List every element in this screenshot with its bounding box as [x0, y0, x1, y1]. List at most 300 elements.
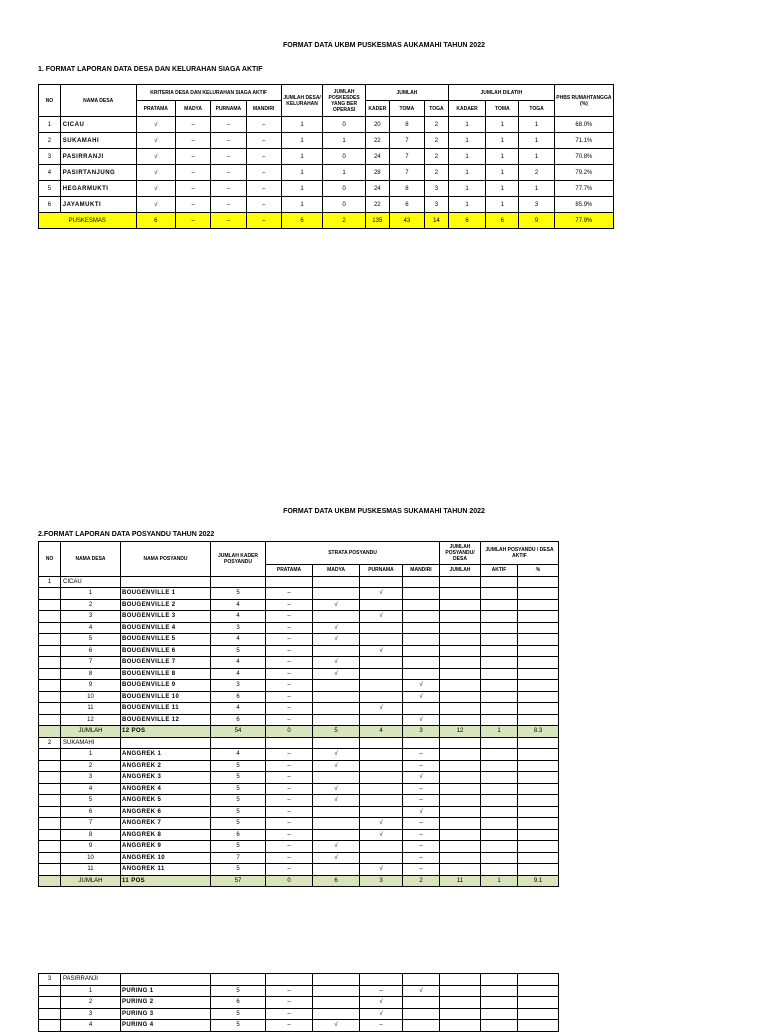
empty-cell: [481, 611, 518, 623]
total-row: [39, 726, 559, 738]
table-row: [39, 760, 559, 772]
table-cell: [403, 703, 440, 715]
table-cell: –: [246, 133, 281, 149]
header-pratama: PRATAMA: [136, 101, 175, 117]
table-cell: –: [266, 645, 313, 657]
empty-cell: [39, 829, 61, 841]
empty-cell: [481, 657, 518, 669]
empty-cell: [518, 795, 559, 807]
empty-cell: [440, 588, 481, 600]
table-cell: –: [266, 760, 313, 772]
table-cell: –: [403, 760, 440, 772]
empty-cell: [39, 599, 61, 611]
table-cell: –: [266, 588, 313, 600]
posyandu-table-continued: [38, 973, 559, 1032]
header-toga: TOGA: [425, 101, 449, 117]
table-cell: –: [246, 117, 281, 133]
empty-cell: [440, 691, 481, 703]
empty-cell: [121, 576, 211, 588]
empty-cell: [121, 737, 211, 749]
empty-cell: [518, 829, 559, 841]
posyandu-name: ANGGREK 11: [121, 864, 211, 876]
table-cell: –: [403, 795, 440, 807]
empty-cell: [481, 645, 518, 657]
header-purnama: PURNAMA: [211, 101, 246, 117]
table-cell: 2: [39, 133, 61, 149]
header-pratama: PRATAMA: [266, 565, 313, 577]
table-row: [39, 852, 559, 864]
table-cell: [313, 680, 360, 692]
table-cell: 6: [39, 197, 61, 213]
table-cell: [313, 985, 360, 997]
table-cell: 4: [211, 634, 266, 646]
empty-cell: [518, 985, 559, 997]
header-kadaer: KADAER: [448, 101, 485, 117]
table-cell: –: [266, 691, 313, 703]
posyandu-name: BOUGENVILLE 2: [121, 599, 211, 611]
table-cell: 4: [211, 657, 266, 669]
group-number: 2: [39, 737, 61, 749]
empty-cell: [440, 852, 481, 864]
header-strata: STRATA POSYANDU: [266, 542, 440, 565]
table-row: [39, 772, 559, 784]
table-row: [39, 197, 614, 213]
posyandu-name: ANGGREK 1: [121, 749, 211, 761]
empty-cell: [39, 611, 61, 623]
table-cell: 2: [425, 149, 449, 165]
table-cell: –: [246, 197, 281, 213]
empty-cell: [211, 974, 266, 986]
row-number: 1: [61, 588, 121, 600]
table-cell: 6: [211, 714, 266, 726]
total-pos: 12 POS: [121, 726, 211, 738]
header-persen: %: [518, 565, 559, 577]
total-cell: 0: [266, 875, 313, 887]
row-number: 1: [61, 749, 121, 761]
empty-cell: [440, 611, 481, 623]
table-cell: –: [211, 149, 246, 165]
empty-cell: [440, 864, 481, 876]
table-row: [39, 829, 559, 841]
table-cell: –: [211, 197, 246, 213]
group-desa: CICAU: [61, 576, 121, 588]
empty-cell: [39, 806, 61, 818]
table-row: [39, 841, 559, 853]
table-cell: –: [403, 864, 440, 876]
empty-cell: [39, 760, 61, 772]
table-cell: –: [360, 1020, 403, 1032]
table-row: [39, 645, 559, 657]
table-row: [39, 795, 559, 807]
table-cell: √: [403, 691, 440, 703]
table-cell: 1: [448, 181, 485, 197]
table-cell: –: [266, 997, 313, 1009]
table-cell: SUKAMAHI: [60, 133, 136, 149]
empty-cell: [518, 772, 559, 784]
empty-cell: [39, 749, 61, 761]
table-cell: [313, 772, 360, 784]
table-cell: –: [266, 703, 313, 715]
table-cell: –: [266, 806, 313, 818]
table-row: [39, 117, 614, 133]
group-number: 1: [39, 576, 61, 588]
header-nama-posyandu: NAMA POSYANDU: [121, 542, 211, 577]
table-cell: 22: [365, 197, 389, 213]
empty-cell: [518, 588, 559, 600]
empty-cell: [211, 576, 266, 588]
total-cell: 1: [481, 875, 518, 887]
table-cell: √: [360, 1008, 403, 1020]
table-row: [39, 181, 614, 197]
posyandu-name: PURING 4: [121, 1020, 211, 1032]
empty-cell: [481, 985, 518, 997]
empty-cell: [481, 806, 518, 818]
table-cell: 5: [211, 772, 266, 784]
table-cell: 5: [211, 760, 266, 772]
empty-cell: [481, 703, 518, 715]
table-cell: –: [403, 852, 440, 864]
table-cell: –: [246, 181, 281, 197]
empty-cell: [518, 841, 559, 853]
table-cell: [403, 611, 440, 623]
header-jumlah-desa: JUMLAH DESA/ KELURAHAN: [281, 85, 323, 117]
table-cell: –: [266, 772, 313, 784]
table-cell: √: [360, 703, 403, 715]
table-cell: 5: [211, 783, 266, 795]
table-cell: [313, 645, 360, 657]
table-cell: –: [266, 985, 313, 997]
table-cell: 3: [425, 181, 449, 197]
table-cell: 5: [211, 806, 266, 818]
total-cell: –: [211, 213, 246, 229]
table-cell: 1: [486, 133, 519, 149]
table-cell: [313, 691, 360, 703]
total-cell: 6: [486, 213, 519, 229]
table-cell: √: [360, 997, 403, 1009]
empty-cell: [518, 852, 559, 864]
table-cell: √: [403, 714, 440, 726]
posyandu-name: BOUGENVILLE 9: [121, 680, 211, 692]
table-cell: [360, 634, 403, 646]
header-phbs: PHBS RUMAHTANGGA (%): [554, 85, 613, 117]
row-number: 11: [61, 864, 121, 876]
table-cell: 6: [211, 691, 266, 703]
table-cell: √: [313, 599, 360, 611]
header-toga-dilatih: TOGA: [519, 101, 554, 117]
total-cell: 12: [440, 726, 481, 738]
table-cell: √: [403, 680, 440, 692]
table-cell: –: [266, 1020, 313, 1032]
table-cell: 20: [365, 117, 389, 133]
table-cell: 4: [211, 749, 266, 761]
table-cell: [360, 691, 403, 703]
row-number: 3: [61, 611, 121, 623]
table-cell: [403, 1020, 440, 1032]
row-number: 6: [61, 645, 121, 657]
empty-cell: [39, 864, 61, 876]
empty-cell: [440, 997, 481, 1009]
table-cell: 2: [425, 117, 449, 133]
table-row: [39, 749, 559, 761]
row-number: 2: [61, 997, 121, 1009]
empty-cell: [440, 841, 481, 853]
table-cell: [360, 668, 403, 680]
table-cell: [360, 783, 403, 795]
empty-cell: [518, 657, 559, 669]
table-cell: 3: [39, 149, 61, 165]
table-cell: –: [266, 795, 313, 807]
empty-cell: [481, 818, 518, 830]
empty-cell: [481, 599, 518, 611]
posyandu-name: BOUGENVILLE 11: [121, 703, 211, 715]
table-cell: 1: [281, 133, 323, 149]
table-cell: √: [136, 117, 175, 133]
table-cell: –: [403, 749, 440, 761]
table-cell: –: [403, 841, 440, 853]
header-madya: MADYA: [175, 101, 210, 117]
table-cell: 1: [486, 117, 519, 133]
table-cell: 5: [211, 841, 266, 853]
empty-cell: [481, 634, 518, 646]
table-cell: 1: [486, 149, 519, 165]
table-row: [39, 165, 614, 181]
table-cell: [313, 1008, 360, 1020]
table-cell: √: [313, 668, 360, 680]
table-cell: 0: [323, 197, 366, 213]
posyandu-name: ANGGREK 6: [121, 806, 211, 818]
table-cell: 4: [211, 668, 266, 680]
row-number: 7: [61, 818, 121, 830]
posyandu-table: [38, 541, 559, 887]
table-cell: [313, 703, 360, 715]
empty-cell: [481, 668, 518, 680]
table-cell: –: [175, 181, 210, 197]
empty-cell: [39, 691, 61, 703]
table-cell: 1: [519, 133, 554, 149]
empty-cell: [121, 974, 211, 986]
empty-cell: [518, 714, 559, 726]
empty-cell: [481, 841, 518, 853]
table-row: [39, 1020, 559, 1032]
empty-cell: [481, 691, 518, 703]
empty-cell: [39, 634, 61, 646]
table-cell: √: [313, 783, 360, 795]
table-cell: –: [266, 611, 313, 623]
table-cell: CICAU: [60, 117, 136, 133]
empty-cell: [39, 668, 61, 680]
table-cell: 6: [211, 997, 266, 1009]
posyandu-name: BOUGENVILLE 6: [121, 645, 211, 657]
table-cell: [313, 997, 360, 1009]
empty-cell: [481, 864, 518, 876]
table-cell: √: [313, 795, 360, 807]
table-cell: √: [313, 749, 360, 761]
table-cell: –: [266, 622, 313, 634]
header-no: NO: [39, 85, 61, 117]
table-cell: 1: [519, 181, 554, 197]
total-cell: –: [246, 213, 281, 229]
empty-cell: [440, 737, 481, 749]
table-cell: 5: [211, 588, 266, 600]
empty-cell: [39, 1008, 61, 1020]
empty-cell: [440, 783, 481, 795]
table-cell: 1: [486, 181, 519, 197]
table-cell: –: [266, 599, 313, 611]
table-row: [39, 806, 559, 818]
posyandu-name: PURING 1: [121, 985, 211, 997]
table-cell: –: [360, 985, 403, 997]
table-cell: 4: [211, 599, 266, 611]
row-number: 7: [61, 657, 121, 669]
total-row: [39, 875, 559, 887]
table-cell: 24: [365, 149, 389, 165]
table-cell: –: [266, 634, 313, 646]
empty-cell: [440, 680, 481, 692]
table-row: [39, 1008, 559, 1020]
table-cell: 85.9%: [554, 197, 613, 213]
table-cell: [403, 599, 440, 611]
table-cell: [360, 841, 403, 853]
table-cell: –: [175, 117, 210, 133]
header-madya: MADYA: [313, 565, 360, 577]
empty-cell: [266, 576, 313, 588]
table-cell: 8: [389, 181, 424, 197]
empty-cell: [481, 974, 518, 986]
empty-cell: [518, 997, 559, 1009]
table-cell: –: [211, 181, 246, 197]
header-mandiri: MANDIRI: [246, 101, 281, 117]
table-cell: [360, 714, 403, 726]
table-cell: –: [266, 829, 313, 841]
empty-cell: [518, 749, 559, 761]
table-cell: 5: [211, 645, 266, 657]
header-toma-dilatih: TOMA: [486, 101, 519, 117]
empty-cell: [360, 576, 403, 588]
table-cell: 1: [281, 165, 323, 181]
table-cell: 3: [211, 622, 266, 634]
total-cell: 5: [313, 726, 360, 738]
table-cell: 68.0%: [554, 117, 613, 133]
empty-cell: [440, 668, 481, 680]
empty-cell: [518, 622, 559, 634]
table-cell: [360, 760, 403, 772]
table-cell: –: [266, 714, 313, 726]
table-row: [39, 737, 559, 749]
table-row: [39, 703, 559, 715]
row-number: 5: [61, 795, 121, 807]
table-row: [39, 680, 559, 692]
table-cell: 4: [39, 165, 61, 181]
table-cell: 22: [365, 133, 389, 149]
table-cell: 1: [486, 197, 519, 213]
empty-cell: [39, 703, 61, 715]
total-cell: 3: [360, 875, 403, 887]
table-cell: PASIRRANJI: [60, 149, 136, 165]
table-cell: 5: [211, 1008, 266, 1020]
table-cell: √: [403, 806, 440, 818]
posyandu-name: BOUGENVILLE 7: [121, 657, 211, 669]
empty-cell: [518, 668, 559, 680]
empty-cell: [39, 726, 61, 738]
table-cell: 3: [425, 197, 449, 213]
empty-cell: [518, 864, 559, 876]
table-cell: 1: [519, 117, 554, 133]
empty-cell: [481, 852, 518, 864]
table-cell: 1: [448, 117, 485, 133]
posyandu-continued-body: [39, 974, 559, 1032]
header-kriteria: KRITERIA DESA DAN KELURAHAN SIAGA AKTIF: [136, 85, 281, 101]
header-mandiri: MANDIRI: [403, 565, 440, 577]
posyandu-name: BOUGENVILLE 10: [121, 691, 211, 703]
table-cell: –: [266, 749, 313, 761]
header-jumlah-dilatih: JUMLAH DILATIH: [448, 85, 554, 101]
total-cell: 6: [281, 213, 323, 229]
total-cell: 2: [323, 213, 366, 229]
empty-cell: [518, 737, 559, 749]
empty-cell: [481, 1020, 518, 1032]
table-cell: –: [246, 149, 281, 165]
empty-cell: [39, 875, 61, 887]
posyandu-name: ANGGREK 5: [121, 795, 211, 807]
posyandu-name: BOUGENVILLE 3: [121, 611, 211, 623]
table-cell: 5: [211, 985, 266, 997]
table-row: [39, 974, 559, 986]
empty-cell: [518, 1020, 559, 1032]
empty-cell: [518, 691, 559, 703]
row-number: 3: [61, 1008, 121, 1020]
table-cell: 1: [281, 197, 323, 213]
posyandu-name: ANGGREK 10: [121, 852, 211, 864]
posyandu-name: ANGGREK 2: [121, 760, 211, 772]
posyandu-name: ANGGREK 8: [121, 829, 211, 841]
table-cell: 1: [448, 149, 485, 165]
empty-cell: [403, 576, 440, 588]
header-aktif: AKTIF: [481, 565, 518, 577]
table-cell: 7: [389, 133, 424, 149]
total-label: JUMLAH: [61, 726, 121, 738]
empty-cell: [481, 829, 518, 841]
empty-cell: [481, 714, 518, 726]
empty-cell: [39, 852, 61, 864]
table-cell: [360, 852, 403, 864]
table-row: [39, 576, 559, 588]
table-row: [39, 599, 559, 611]
row-number: 11: [61, 703, 121, 715]
row-number: 10: [61, 852, 121, 864]
header-jumlah: JUMLAH: [365, 85, 448, 101]
table-cell: –: [266, 818, 313, 830]
row-number: 2: [61, 599, 121, 611]
empty-cell: [39, 622, 61, 634]
table-cell: –: [266, 1008, 313, 1020]
total-cell: 8.3: [518, 726, 559, 738]
table-cell: –: [266, 657, 313, 669]
empty-cell: [481, 772, 518, 784]
empty-cell: [518, 634, 559, 646]
empty-cell: [403, 974, 440, 986]
table-cell: 2: [425, 133, 449, 149]
table-cell: 71.1%: [554, 133, 613, 149]
table-cell: [360, 680, 403, 692]
posyandu-name: BOUGENVILLE 4: [121, 622, 211, 634]
table-cell: [403, 657, 440, 669]
total-cell: 4: [360, 726, 403, 738]
desa-siaga-body: [39, 117, 614, 229]
table-cell: √: [313, 657, 360, 669]
table-cell: –: [211, 165, 246, 181]
table-cell: 6: [211, 829, 266, 841]
row-number: 1: [61, 985, 121, 997]
